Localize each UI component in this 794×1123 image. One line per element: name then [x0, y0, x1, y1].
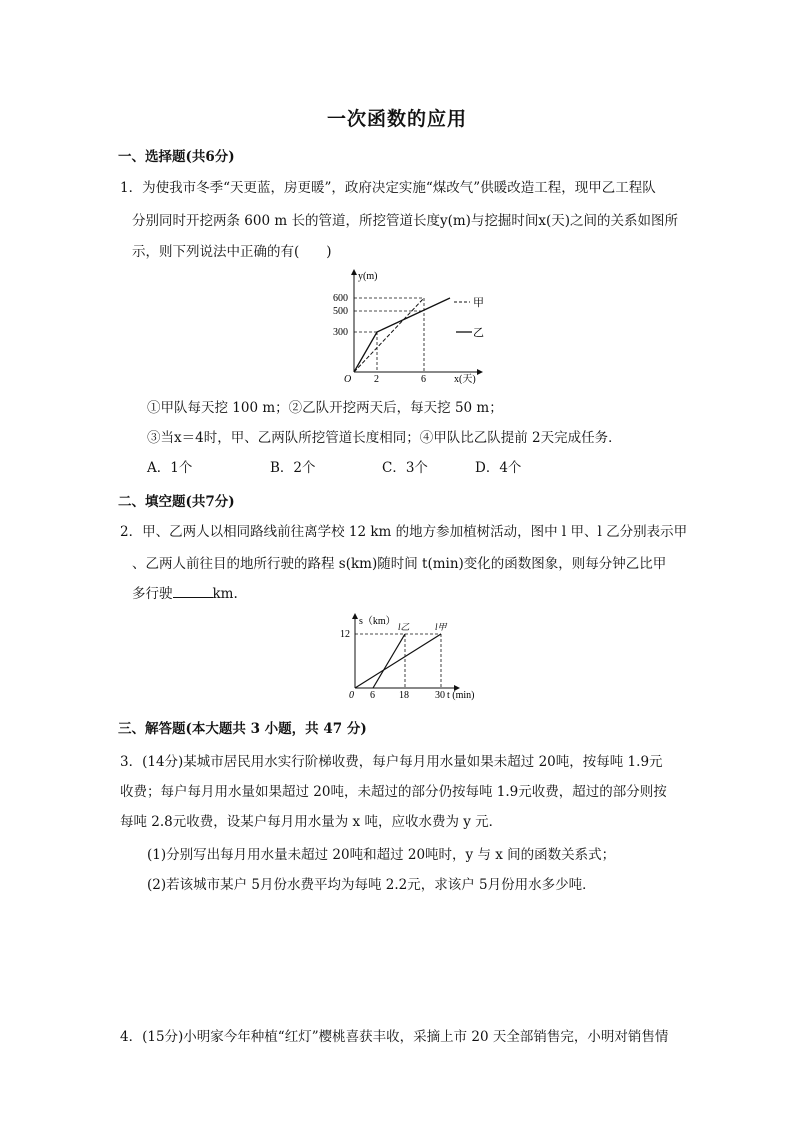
section-heading-choice: 一、选择题(共6分): [118, 149, 235, 165]
graph-2-xtick-6: 6: [370, 690, 375, 701]
page-title: 一次函数的应用: [326, 108, 467, 130]
question-3-line-1: 3．(14分)某城市居民用水实行阶梯收费，每户每月用水量如果未超过 20吨，按每吨 1.9元: [120, 754, 663, 770]
question-3-line-2: 收费；每户每月用水量如果超过 20吨，未超过的部分仍按每吨 1.9元收费，超过的部分则按: [120, 784, 667, 800]
question-2-line-3: [132, 582, 238, 602]
graph-1-xtick-6: 6: [421, 374, 426, 384]
graph-1-origin: O: [344, 374, 352, 384]
graph-1-xtick-2: 2: [374, 374, 379, 384]
graph-1-ytick-600: 600: [333, 293, 348, 304]
question-1-line-1: 1．为使我市冬季“天更蓝，房更暖”，政府决定实施“煤改气”供暖改造工程，现甲乙工程队: [120, 180, 656, 196]
graph-1-line-jia: [354, 298, 424, 372]
question-2-line-1: 2．甲、乙两人以相同路线前往离学校 12 km 的地方参加植树活动，图中 l 甲、l 乙分别表示甲: [120, 524, 688, 540]
graph-1-y-label: y(m): [358, 271, 378, 282]
graph-1-ytick-500: 500: [333, 306, 348, 317]
option-c: C．3个: [382, 460, 428, 476]
question-1-line-3: 示，则下列说法中正确的有( ): [132, 244, 332, 260]
question-1-line-2: 分别同时开挖两条 600 m 长的管道，所挖管道长度y(m)与挖掘时间x(天)之间的关系如图所: [132, 213, 679, 229]
graph-1: [330, 266, 500, 384]
question-4-line-1: 4．(15分)小明家今年种植“红灯”樱桃喜获丰收，采摘上市 20 天全部销售完，小明对销售情: [120, 1029, 669, 1045]
graph-1-x-label: x(天): [454, 374, 476, 384]
answer-blank[interactable]: [173, 585, 213, 598]
graph-1-legend-jia: 甲: [473, 297, 484, 309]
graph-1-line-yi: [354, 298, 450, 372]
graph-2-origin: 0: [349, 690, 354, 701]
option-a: A．1个: [147, 460, 193, 476]
graph-2-ytick-12: 12: [340, 629, 350, 640]
graph-2-xtick-18: 18: [399, 690, 409, 701]
graph-1-legend-yi: 乙: [473, 327, 484, 339]
graph-2-line-jia: [355, 634, 441, 688]
section-heading-fill: 二、填空题(共7分): [118, 494, 235, 510]
graph-2-label-jia: l甲: [435, 622, 447, 632]
question-3-line-3: 每吨 2.8元收费，设某户每月用水量为 x 吨，应收水费为 y 元．: [120, 814, 503, 830]
graph-2-x-label: t (min): [447, 690, 475, 701]
question-2-line-3-unit: km.: [212, 586, 238, 602]
option-b: B．2个: [270, 460, 316, 476]
question-2-line-3-prefix: 多行驶: [132, 586, 173, 602]
question-2-line-2: 、乙两人前往目的地所行驶的路程 s(km)随时间 t(min)变化的函数图象，则每分钟乙比甲: [132, 556, 667, 572]
graph-2-label-yi: l乙: [398, 622, 410, 632]
question-3-sub-1: (1)分别写出每月用水量未超过 20吨和超过 20吨时，y 与 x 间的函数关系式；: [147, 847, 616, 863]
section-heading-answer: 三、解答题(本大题共 3 小题，共 47 分): [118, 721, 367, 737]
graph-2-line-yi: [373, 634, 405, 688]
graph-2: [335, 612, 495, 702]
question-3-sub-2: (2)若该城市某户 5月份水费平均为每吨 2.2元，求该户 5月份用水多少吨．: [147, 877, 596, 893]
question-1-statements-1: ①甲队每天挖 100 m；②乙队开挖两天后，每天挖 50 m；: [147, 400, 503, 416]
question-1-statements-2: ③当x＝4时，甲、乙两队所挖管道长度相同；④甲队比乙队提前 2天完成任务．: [147, 430, 622, 446]
graph-1-ytick-300: 300: [333, 327, 348, 338]
graph-2-xtick-30: 30: [435, 690, 445, 701]
graph-2-y-label: s（km）: [359, 616, 396, 627]
option-d: D．4个: [475, 460, 522, 476]
